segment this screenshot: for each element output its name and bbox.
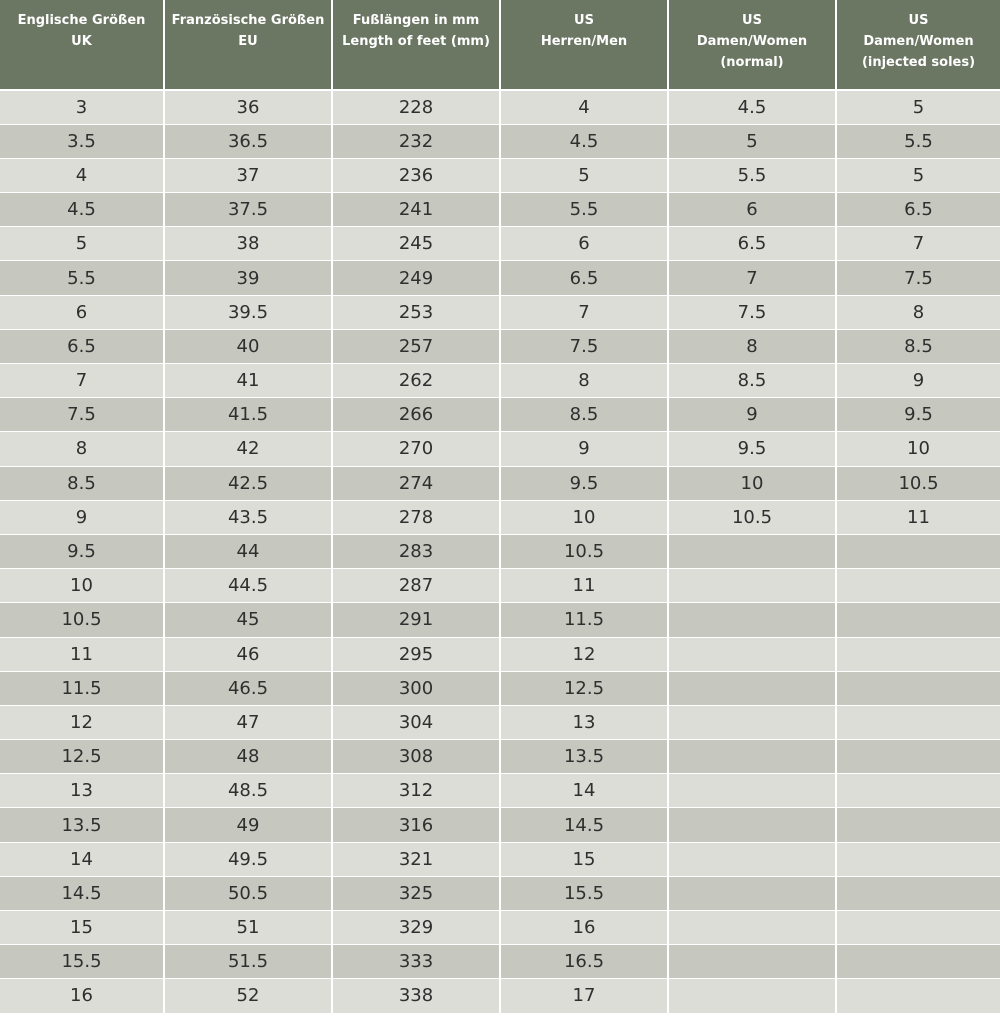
- cell-foot-length-mm: 232: [332, 124, 500, 158]
- cell-us-women-injected-soles: 8.5: [836, 329, 1000, 363]
- table-header: [0, 0, 1000, 90]
- cell-eu: 36: [164, 90, 332, 124]
- table-row: [0, 466, 1000, 500]
- cell-uk: 13.5: [0, 808, 164, 842]
- header-us-women-injected-soles: [836, 0, 1000, 90]
- header-label: US: [574, 13, 594, 28]
- cell-uk: 10.5: [0, 603, 164, 637]
- cell-us-women-injected-soles: 5: [836, 90, 1000, 124]
- table-row: [0, 603, 1000, 637]
- header-label: US: [742, 13, 762, 28]
- cell-us-men: 14.5: [500, 808, 668, 842]
- cell-us-women-normal: 5.5: [668, 158, 836, 192]
- cell-foot-length-mm: 333: [332, 945, 500, 979]
- cell-us-men: 6: [500, 227, 668, 261]
- table-body: [0, 90, 1000, 1013]
- header-us-women-normal: [668, 0, 836, 90]
- table-row: [0, 842, 1000, 876]
- table-row: [0, 945, 1000, 979]
- cell-eu: 42.5: [164, 466, 332, 500]
- cell-foot-length-mm: 253: [332, 295, 500, 329]
- cell-uk: 14.5: [0, 876, 164, 910]
- header-label: Fußlängen in mm: [352, 13, 480, 28]
- cell-foot-length-mm: 308: [332, 740, 500, 774]
- cell-us-men: 8: [500, 364, 668, 398]
- cell-foot-length-mm: 287: [332, 569, 500, 603]
- cell-us-men: 16.5: [500, 945, 668, 979]
- cell-us-women-normal: [668, 876, 836, 910]
- cell-us-women-normal: [668, 569, 836, 603]
- cell-us-men: 7: [500, 295, 668, 329]
- cell-foot-length-mm: 325: [332, 876, 500, 910]
- header-label: (normal): [720, 55, 784, 70]
- cell-eu: 39: [164, 261, 332, 295]
- cell-us-women-injected-soles: [836, 705, 1000, 739]
- cell-foot-length-mm: 278: [332, 500, 500, 534]
- table-row: [0, 227, 1000, 261]
- cell-us-women-normal: 7.5: [668, 295, 836, 329]
- table-row: [0, 534, 1000, 568]
- cell-foot-length-mm: 274: [332, 466, 500, 500]
- cell-us-women-injected-soles: [836, 671, 1000, 705]
- header-uk: [0, 0, 164, 90]
- cell-foot-length-mm: 241: [332, 193, 500, 227]
- cell-us-women-normal: 5: [668, 124, 836, 158]
- cell-eu: 42: [164, 432, 332, 466]
- cell-us-men: 8.5: [500, 398, 668, 432]
- cell-foot-length-mm: 291: [332, 603, 500, 637]
- cell-us-men: 14: [500, 774, 668, 808]
- cell-us-women-injected-soles: 5.5: [836, 124, 1000, 158]
- cell-uk: 6: [0, 295, 164, 329]
- cell-us-men: 6.5: [500, 261, 668, 295]
- cell-eu: 44.5: [164, 569, 332, 603]
- cell-us-men: 15: [500, 842, 668, 876]
- table-row: [0, 876, 1000, 910]
- cell-eu: 46.5: [164, 671, 332, 705]
- cell-us-men: 11.5: [500, 603, 668, 637]
- cell-us-women-injected-soles: [836, 534, 1000, 568]
- cell-us-men: 13: [500, 705, 668, 739]
- cell-eu: 48.5: [164, 774, 332, 808]
- table-row: [0, 911, 1000, 945]
- cell-uk: 3.5: [0, 124, 164, 158]
- cell-us-women-normal: 6: [668, 193, 836, 227]
- header-label: Length of feet (mm): [342, 34, 490, 49]
- cell-us-men: 9.5: [500, 466, 668, 500]
- cell-us-women-normal: 9: [668, 398, 836, 432]
- cell-us-women-normal: [668, 637, 836, 671]
- cell-us-men: 17: [500, 979, 668, 1013]
- cell-us-women-injected-soles: [836, 945, 1000, 979]
- header-label: Englische Größen: [17, 13, 146, 28]
- cell-us-women-injected-soles: [836, 911, 1000, 945]
- cell-uk: 7.5: [0, 398, 164, 432]
- header-label: (injected soles): [861, 55, 976, 70]
- cell-us-women-normal: 8: [668, 329, 836, 363]
- cell-us-women-normal: [668, 911, 836, 945]
- cell-uk: 9.5: [0, 534, 164, 568]
- cell-uk: 11.5: [0, 671, 164, 705]
- cell-uk: 8.5: [0, 466, 164, 500]
- cell-foot-length-mm: 266: [332, 398, 500, 432]
- cell-us-men: 15.5: [500, 876, 668, 910]
- cell-us-women-normal: 10.5: [668, 500, 836, 534]
- header-us-men: [500, 0, 668, 90]
- cell-eu: 41: [164, 364, 332, 398]
- cell-us-men: 5: [500, 158, 668, 192]
- cell-eu: 37: [164, 158, 332, 192]
- cell-us-women-normal: 4.5: [668, 90, 836, 124]
- cell-eu: 37.5: [164, 193, 332, 227]
- cell-us-women-normal: [668, 979, 836, 1013]
- cell-eu: 49.5: [164, 842, 332, 876]
- cell-us-women-normal: [668, 603, 836, 637]
- cell-us-women-normal: 7: [668, 261, 836, 295]
- cell-uk: 15.5: [0, 945, 164, 979]
- cell-foot-length-mm: 262: [332, 364, 500, 398]
- table-row: [0, 671, 1000, 705]
- cell-us-men: 9: [500, 432, 668, 466]
- header-label: Herren/Men: [540, 34, 628, 49]
- header-label: EU: [238, 34, 258, 49]
- cell-eu: 44: [164, 534, 332, 568]
- cell-uk: 11: [0, 637, 164, 671]
- cell-eu: 48: [164, 740, 332, 774]
- table-row: [0, 569, 1000, 603]
- cell-us-women-injected-soles: 10: [836, 432, 1000, 466]
- table-row: [0, 295, 1000, 329]
- cell-us-men: 5.5: [500, 193, 668, 227]
- cell-us-women-injected-soles: 8: [836, 295, 1000, 329]
- cell-us-women-normal: 10: [668, 466, 836, 500]
- cell-us-men: 13.5: [500, 740, 668, 774]
- cell-us-women-normal: [668, 740, 836, 774]
- cell-foot-length-mm: 283: [332, 534, 500, 568]
- header-label: Damen/Women: [863, 34, 974, 49]
- cell-foot-length-mm: 321: [332, 842, 500, 876]
- header-foot-length-mm: [332, 0, 500, 90]
- cell-us-women-normal: [668, 774, 836, 808]
- table-row: [0, 329, 1000, 363]
- cell-eu: 39.5: [164, 295, 332, 329]
- cell-us-men: 12.5: [500, 671, 668, 705]
- cell-us-women-injected-soles: 9.5: [836, 398, 1000, 432]
- cell-eu: 52: [164, 979, 332, 1013]
- table-row: [0, 705, 1000, 739]
- cell-uk: 4: [0, 158, 164, 192]
- table-row: [0, 740, 1000, 774]
- cell-eu: 50.5: [164, 876, 332, 910]
- cell-uk: 13: [0, 774, 164, 808]
- cell-foot-length-mm: 338: [332, 979, 500, 1013]
- cell-us-women-injected-soles: 7.5: [836, 261, 1000, 295]
- cell-uk: 5.5: [0, 261, 164, 295]
- cell-us-women-injected-soles: [836, 808, 1000, 842]
- cell-us-women-injected-soles: [836, 637, 1000, 671]
- table-row: [0, 90, 1000, 124]
- cell-uk: 10: [0, 569, 164, 603]
- table-row: [0, 124, 1000, 158]
- cell-us-women-normal: [668, 671, 836, 705]
- table-row: [0, 158, 1000, 192]
- cell-us-women-injected-soles: 9: [836, 364, 1000, 398]
- cell-us-women-injected-soles: 5: [836, 158, 1000, 192]
- cell-uk: 15: [0, 911, 164, 945]
- header-label: UK: [71, 34, 92, 49]
- cell-uk: 4.5: [0, 193, 164, 227]
- cell-us-women-injected-soles: 10.5: [836, 466, 1000, 500]
- table-row: [0, 432, 1000, 466]
- table-row: [0, 261, 1000, 295]
- cell-foot-length-mm: 300: [332, 671, 500, 705]
- cell-us-men: 12: [500, 637, 668, 671]
- cell-foot-length-mm: 312: [332, 774, 500, 808]
- cell-uk: 9: [0, 500, 164, 534]
- table-row: [0, 979, 1000, 1013]
- table-row: [0, 193, 1000, 227]
- cell-uk: 12.5: [0, 740, 164, 774]
- cell-eu: 40: [164, 329, 332, 363]
- cell-foot-length-mm: 245: [332, 227, 500, 261]
- cell-us-women-normal: [668, 945, 836, 979]
- cell-us-women-injected-soles: [836, 603, 1000, 637]
- cell-us-women-injected-soles: [836, 876, 1000, 910]
- cell-uk: 8: [0, 432, 164, 466]
- header-label: Damen/Women: [696, 34, 808, 49]
- cell-eu: 38: [164, 227, 332, 261]
- header-eu: [164, 0, 332, 90]
- table-row: [0, 398, 1000, 432]
- cell-eu: 41.5: [164, 398, 332, 432]
- cell-foot-length-mm: 295: [332, 637, 500, 671]
- cell-foot-length-mm: 236: [332, 158, 500, 192]
- cell-foot-length-mm: 270: [332, 432, 500, 466]
- cell-foot-length-mm: 257: [332, 329, 500, 363]
- cell-uk: 7: [0, 364, 164, 398]
- cell-us-men: 16: [500, 911, 668, 945]
- cell-us-women-normal: [668, 842, 836, 876]
- cell-us-women-injected-soles: [836, 774, 1000, 808]
- header-label: US: [908, 13, 929, 28]
- cell-uk: 12: [0, 705, 164, 739]
- cell-us-women-injected-soles: [836, 979, 1000, 1013]
- cell-us-men: 10.5: [500, 534, 668, 568]
- cell-us-women-normal: 8.5: [668, 364, 836, 398]
- cell-eu: 46: [164, 637, 332, 671]
- cell-us-men: 4.5: [500, 124, 668, 158]
- table-row: [0, 364, 1000, 398]
- cell-us-women-injected-soles: [836, 569, 1000, 603]
- cell-foot-length-mm: 316: [332, 808, 500, 842]
- cell-foot-length-mm: 228: [332, 90, 500, 124]
- cell-foot-length-mm: 249: [332, 261, 500, 295]
- cell-us-men: 11: [500, 569, 668, 603]
- table-row: [0, 500, 1000, 534]
- cell-eu: 36.5: [164, 124, 332, 158]
- cell-uk: 16: [0, 979, 164, 1013]
- cell-us-men: 10: [500, 500, 668, 534]
- cell-foot-length-mm: 329: [332, 911, 500, 945]
- cell-eu: 45: [164, 603, 332, 637]
- cell-us-women-injected-soles: 6.5: [836, 193, 1000, 227]
- cell-us-men: 7.5: [500, 329, 668, 363]
- cell-eu: 43.5: [164, 500, 332, 534]
- cell-uk: 14: [0, 842, 164, 876]
- cell-foot-length-mm: 304: [332, 705, 500, 739]
- cell-us-women-normal: [668, 534, 836, 568]
- cell-us-women-normal: [668, 705, 836, 739]
- cell-uk: 3: [0, 90, 164, 124]
- cell-us-women-normal: [668, 808, 836, 842]
- header-label: Französische Größen: [171, 13, 325, 28]
- table-row: [0, 774, 1000, 808]
- table-row: [0, 637, 1000, 671]
- cell-us-women-injected-soles: [836, 740, 1000, 774]
- cell-eu: 47: [164, 705, 332, 739]
- cell-us-women-injected-soles: 11: [836, 500, 1000, 534]
- cell-us-women-normal: 6.5: [668, 227, 836, 261]
- cell-us-women-injected-soles: 7: [836, 227, 1000, 261]
- header-row: [0, 0, 1000, 90]
- cell-us-men: 4: [500, 90, 668, 124]
- cell-eu: 51: [164, 911, 332, 945]
- table-row: [0, 808, 1000, 842]
- cell-uk: 5: [0, 227, 164, 261]
- cell-us-women-injected-soles: [836, 842, 1000, 876]
- cell-uk: 6.5: [0, 329, 164, 363]
- cell-eu: 49: [164, 808, 332, 842]
- cell-eu: 51.5: [164, 945, 332, 979]
- cell-us-women-normal: 9.5: [668, 432, 836, 466]
